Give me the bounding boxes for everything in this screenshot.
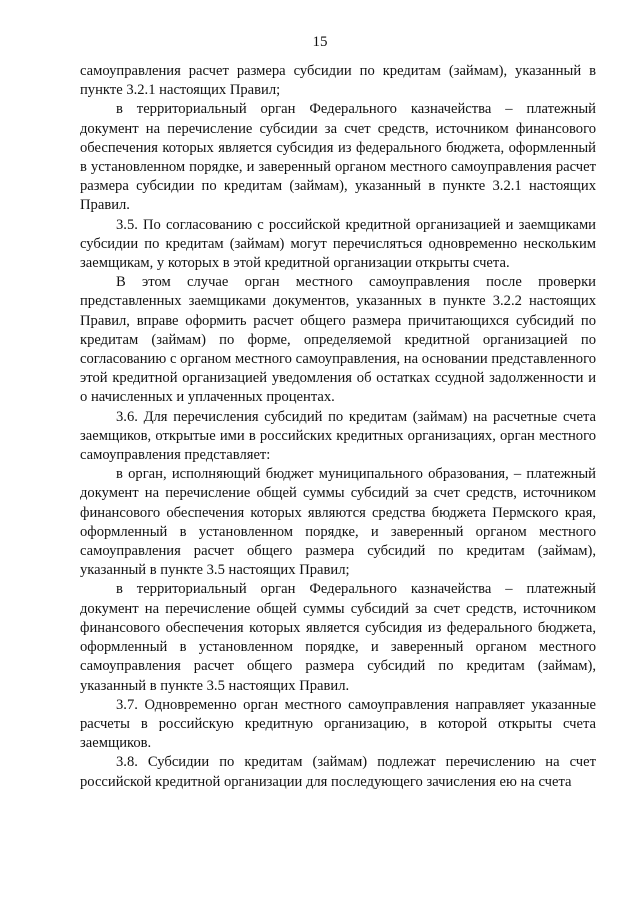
paragraph-continuation: самоуправления расчет размера субсидии по кредитам (займам), указанный в пункте 3.2.1 настоящих Правил; bbox=[80, 63, 596, 99]
paragraph-3-8: 3.8. Субсидии по кредитам (займам) подлежат перечислению на счет российской кредитной организации для последующего зачисления ею на счета bbox=[80, 754, 596, 790]
paragraph-3-5: 3.5. По согласованию с российской кредитной организацией и заемщиками субсидии по кредитам (займам) могут перечисляться одновременно нескольким заемщикам, у которых в этой кредитной организации открыты счета. bbox=[80, 216, 596, 272]
paragraph-3-6: 3.6. Для перечисления субсидий по кредитам (займам) на расчетные счета заемщиков, открытые ими в российских кредитных организациях, орган местного самоуправления представляет: bbox=[80, 408, 596, 464]
document-body bbox=[80, 62, 596, 792]
paragraph-municipal-budget: в орган, исполняющий бюджет муниципального образования, – платежный документ на перечисление общей суммы субсидий за счет средств, источником финансового обеспечения которых являются средства бюджета Пермского края, оформленный в установленном порядке, и заверенный органом местного самоуправления расчет общего размера субсидий по кредитам (займам), указанный в пункте 3.5 настоящих Правил; bbox=[80, 466, 596, 579]
page-number: 15 bbox=[312, 34, 328, 50]
paragraph-treasury-single: в территориальный орган Федерального казначейства – платежный документ на перечисление субсидии за счет средств, источником финансового обеспечения которых является субсидия из федерального бюджета, оформленный в установленном порядке, и заверенный органом местного самоуправления расчет размера субсидии по кредитам (займам), указанный в пункте 3.2.1 настоящих Правил. bbox=[80, 101, 596, 214]
paragraph-treasury-total: в территориальный орган Федерального казначейства – платежный документ на перечисление общей суммы субсидий за счет средств, источником финансового обеспечения которых является субсидия из федерального бюджета, оформленный в установленном порядке, и заверенный органом местного самоуправления расчет общего размера субсидий по кредитам (займам), указанный в пункте 3.5 настоящих Правил. bbox=[80, 581, 596, 694]
paragraph-3-5-details: В этом случае орган местного самоуправления после проверки представленных заемщиками документов, указанных в пункте 3.2.2 настоящих Правил, вправе оформить расчет общего размера причитающихся субсидий по кредитам (займам) по форме, определяемой кредитной организацией по согласованию с органом местного самоуправления, на основании представленного этой кредитной организацией уведомления об остатках ссудной задолженности и о начисленных и уплаченных процентах. bbox=[80, 274, 596, 406]
paragraph-3-7: 3.7. Одновременно орган местного самоуправления направляет указанные расчеты в российскую кредитную организацию, в которой открыты счета заемщиков. bbox=[80, 696, 596, 752]
